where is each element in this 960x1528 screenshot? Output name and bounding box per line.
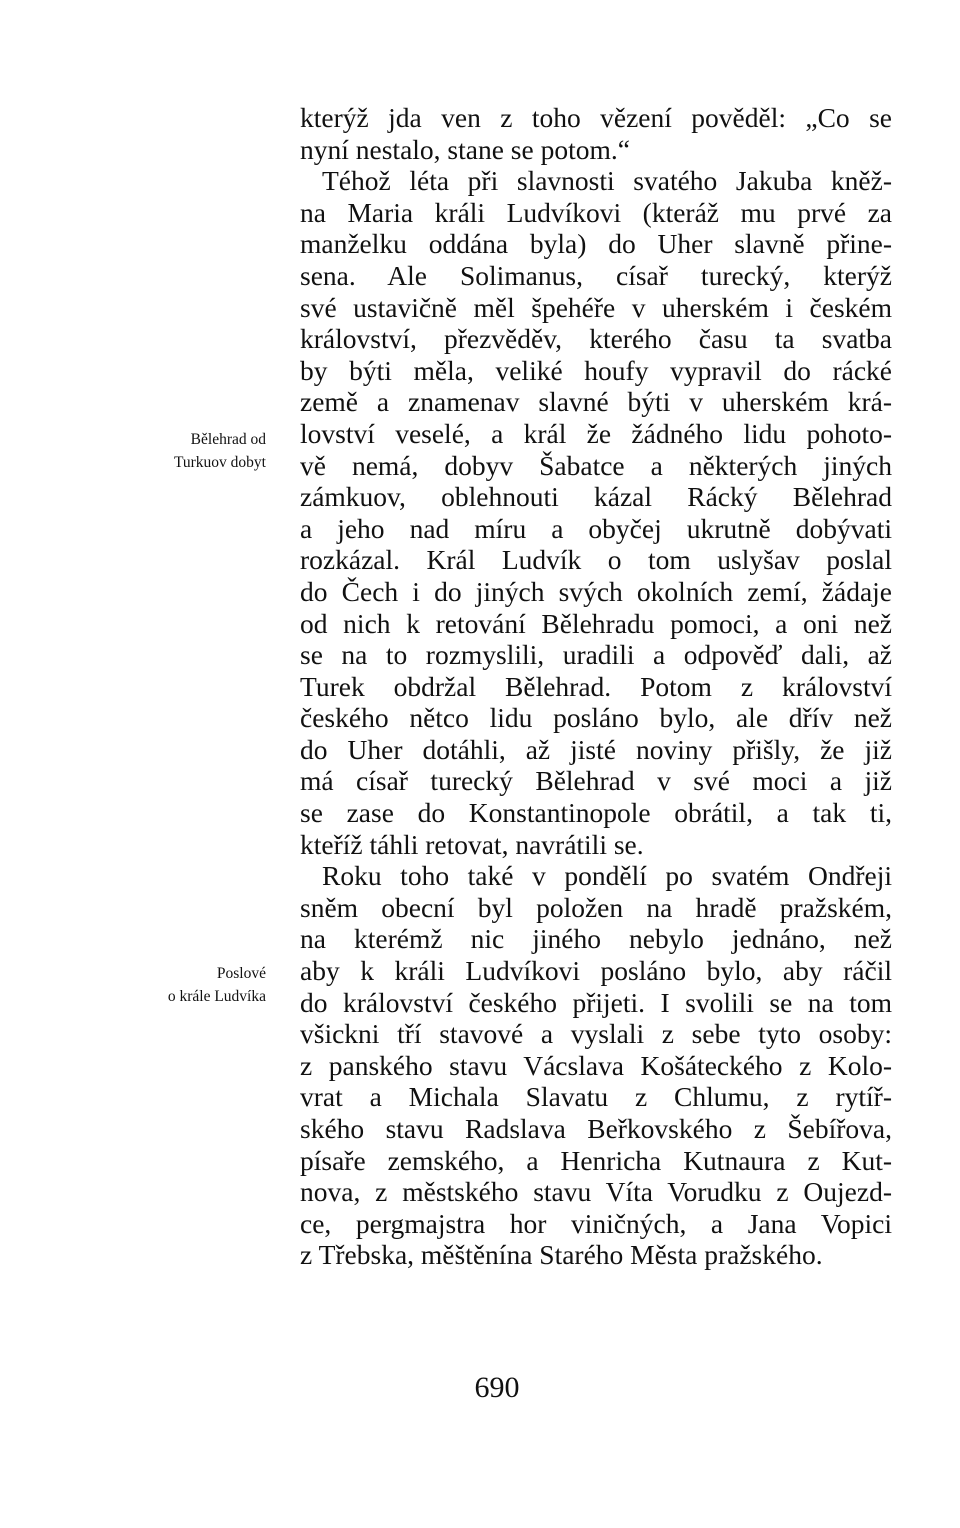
- text-line: všickni tří stavové a vyslali z sebe tyto osoby:: [300, 1018, 892, 1050]
- text-line: má císař turecký Bělehrad v své moci a již: [300, 765, 892, 797]
- text-line: země a znamenav slavné býti v uherském krá-: [300, 386, 892, 418]
- text-line: sena. Ale Solimanus, císař turecký, kterýž: [300, 259, 892, 291]
- text-line: na Maria králi Ludvíkovi (kteráž mu prvé za: [300, 196, 892, 228]
- text-line: a jeho nad míru a obyčej ukrutně dobývati: [300, 512, 892, 544]
- text-line: od nich k retování Bělehradu pomoci, a oni než: [300, 607, 892, 639]
- text-line: do Uher dotáhli, až jisté noviny přišly, že již: [300, 733, 892, 765]
- text-line: do Čech i do jiných svých okolních zemí, žádaje: [300, 575, 892, 607]
- text-line: kterýž jda ven z toho vězení pověděl: „Co se: [300, 102, 892, 133]
- text-line: manželku oddána byla) do Uher slavně přine-: [300, 228, 892, 260]
- margin-note-line: Turkuov dobyt: [173, 454, 266, 471]
- text-line: lovství veselé, a král že žádného lidu pohoto-: [300, 417, 892, 449]
- margin-note-line: Poslové: [216, 965, 266, 982]
- text-line: českého nětco lidu posláno bylo, ale dřív než: [300, 702, 892, 734]
- text-line: se na to rozmyslili, uradili a odpověď dali, až: [300, 639, 892, 671]
- main-text: [300, 102, 892, 1271]
- text-line: své ustavičně měl špehéře v uherském i českém: [300, 291, 892, 323]
- text-line: vrat a Michala Slavatu z Chlumu, z rytíř-: [300, 1081, 892, 1113]
- margin-note-line: Bělehrad od: [190, 431, 266, 448]
- text-line: kteříž táhli retovat, navrátili se.: [300, 828, 644, 860]
- page-number: 690: [474, 1371, 520, 1404]
- text-line: z Třebska, měštěnína Starého Města pražského.: [300, 1239, 823, 1271]
- text-line: z panského stavu Vácslava Košáteckého z Kolo-: [300, 1049, 892, 1081]
- paragraph-start-line: Roku toho také v pondělí po svatém Ondřeji: [322, 860, 892, 892]
- text-line: rozkázal. Král Ludvík o tom uslyšav poslal: [300, 544, 892, 576]
- text-line: písaře zemského, a Henricha Kutnaura z Kut-: [300, 1144, 892, 1176]
- text-line: by býti měla, veliké houfy vypravil do rácké: [300, 354, 892, 386]
- text-line: zámkuov, oblehnouti kázal Rácký Bělehrad: [300, 481, 892, 513]
- margin-note-envoys: [168, 962, 266, 1008]
- text-line: na kterémž nic jiného nebylo jednáno, než: [300, 923, 892, 955]
- margin-note-line: o krále Ludvíka: [167, 988, 266, 1005]
- paragraph-start-line: Téhož léta při slavnosti svatého Jakuba kněž-: [322, 165, 892, 197]
- text-line: do království českého přijeti. I svolili se na tom: [300, 986, 892, 1018]
- text-line: ského stavu Radslava Beřkovského z Šebířova,: [300, 1113, 892, 1144]
- text-line: aby k králi Ludvíkovi posláno bylo, aby ráčil: [300, 955, 892, 987]
- text-line: vě nemá, dobyv Šabatce a některých jiných: [300, 449, 892, 481]
- text-line: Turek obdržal Bělehrad. Potom z království: [300, 670, 892, 702]
- text-line: ce, pergmajstra hor viničných, a Jana Vopici: [300, 1207, 892, 1239]
- text-line: sněm obecní byl položen na hradě pražském,: [300, 891, 892, 923]
- text-line: nyní nestalo, stane se potom.“: [300, 133, 630, 165]
- text-line: nova, z městského stavu Víta Vorudku z Oujezd-: [300, 1176, 892, 1208]
- text-line: se zase do Konstantinopole obrátil, a tak ti,: [300, 797, 892, 829]
- text-line: království, přezvěděv, kterého času ta svatba: [300, 323, 892, 355]
- margin-note-belgrade: [174, 428, 266, 474]
